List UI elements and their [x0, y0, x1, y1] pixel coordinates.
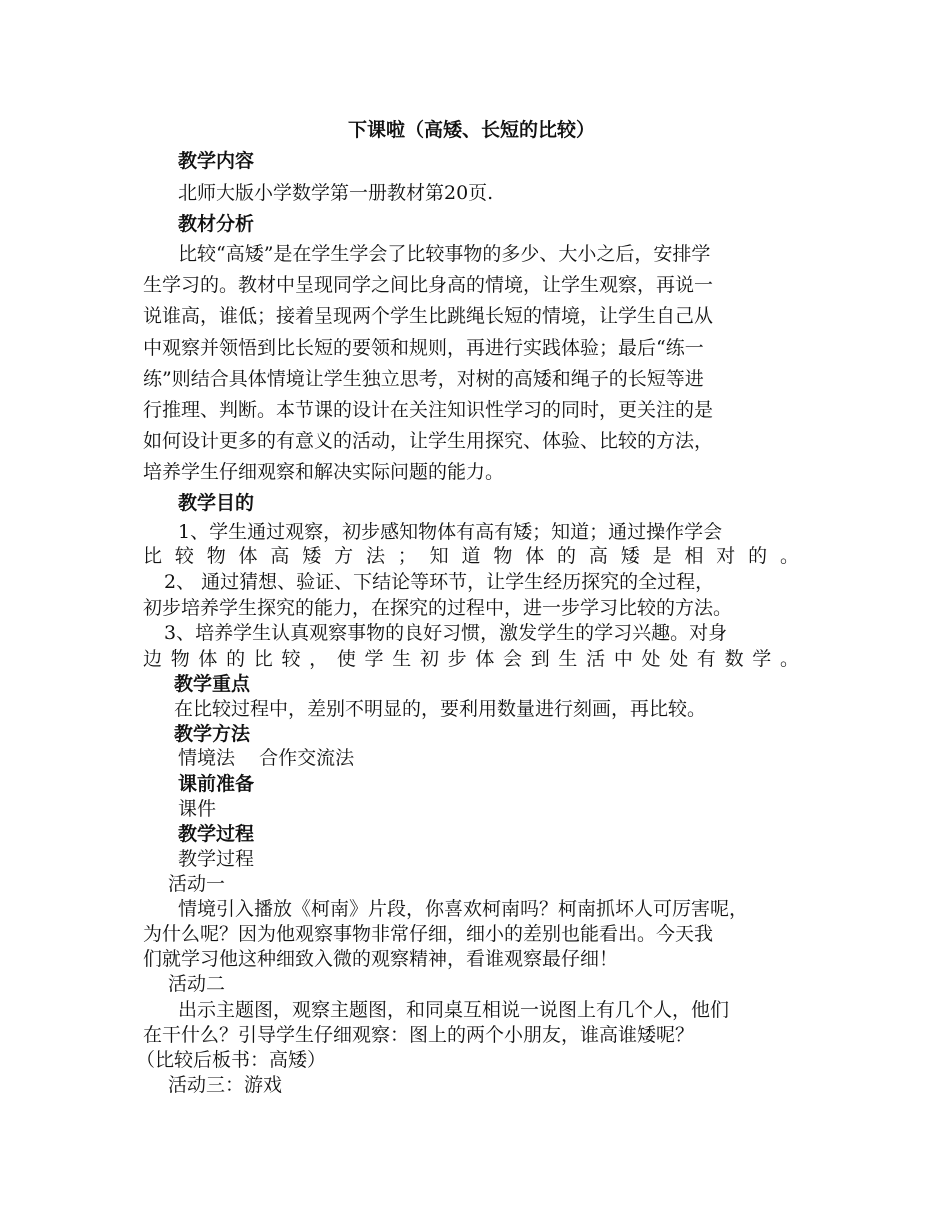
goal-line: 边物体的比较，使学生初步体会到生活中处处有数学。: [143, 648, 799, 670]
goal-line: 初步培养学生探究的能力，在探究的过程中，进一步学习比较的方法。: [143, 597, 733, 619]
activity-one-line: 为什么呢？因为他观察事物非常仔细，细小的差别也能看出。今天我: [143, 923, 714, 945]
teaching-content-text: 北师大版小学数学第一册教材第20页.: [178, 182, 494, 204]
heading-teaching-method: 教学方法: [174, 723, 251, 745]
document-title: 下课啦（高矮、长短的比较）: [348, 119, 596, 141]
heading-preparation: 课前准备: [178, 773, 255, 795]
analysis-line: 中观察并领悟到比长短的要领和规则，再进行实践体验；最后“练一: [143, 337, 704, 359]
analysis-line: 说谁高，谁低；接着呈现两个学生比跳绳长短的情境，让学生自己从: [143, 305, 714, 327]
goal-line: 比较物体高矮方法；知道物体的高矮是相对的。: [143, 545, 799, 567]
teaching-process-text: 教学过程: [178, 848, 255, 870]
heading-teaching-process: 教学过程: [178, 823, 255, 845]
goal-line: 3、培养学生认真观察事物的良好习惯，激发学生的学习兴趣。对身: [164, 622, 728, 644]
analysis-line: 练”则结合具体情境让学生独立思考，对树的高矮和绳子的长短等进: [143, 368, 704, 390]
activity-two-line: 在干什么？引导学生仔细观察：图上的两个小朋友，谁高谁矮呢？: [143, 1024, 695, 1046]
preparation-text: 课件: [178, 798, 217, 820]
analysis-line: 比较“高矮”是在学生学会了比较事物的多少、大小之后，安排学: [178, 243, 711, 265]
teaching-method-text: 情境法 合作交流法: [178, 747, 355, 769]
heading-material-analysis: 教材分析: [178, 213, 255, 235]
activity-two-line: 出示主题图，观察主题图，和同桌互相说一说图上有几个人，他们: [178, 999, 730, 1021]
activity-two-line: （比较后板书：高矮）: [136, 1049, 327, 1071]
activity-three-label: 活动三：游戏: [168, 1074, 283, 1096]
heading-key-point: 教学重点: [174, 673, 251, 695]
analysis-line: 生学习的。教材中呈现同学之间比身高的情境，让学生观察，再说一: [143, 274, 714, 296]
heading-teaching-content: 教学内容: [178, 150, 255, 172]
analysis-line: 培养学生仔细观察和解决实际问题的能力。: [143, 461, 505, 483]
analysis-line: 行推理、判断。本节课的设计在关注知识性学习的同时，更关注的是: [143, 399, 714, 421]
activity-one-label: 活动一: [168, 873, 226, 895]
activity-one-line: 情境引入播放《柯南》片段，你喜欢柯南吗？柯南抓坏人可厉害呢，: [178, 898, 749, 920]
analysis-line: 如何设计更多的有意义的活动，让学生用探究、体验、比较的方法，: [143, 430, 714, 452]
activity-one-line: 们就学习他这种细致入微的观察精神，看谁观察最仔细！: [143, 948, 619, 970]
heading-teaching-goals: 教学目的: [178, 492, 255, 514]
goal-line: 1、学生通过观察，初步感知物体有高有矮；知道；通过操作学会: [178, 521, 723, 543]
key-point-text: 在比较过程中，差别不明显的，要利用数量进行刻画，再比较。: [174, 698, 707, 720]
goal-line: 2、 通过猜想、验证、下结论等环节，让学生经历探究的全过程，: [164, 571, 715, 593]
activity-two-label: 活动二: [168, 973, 226, 995]
